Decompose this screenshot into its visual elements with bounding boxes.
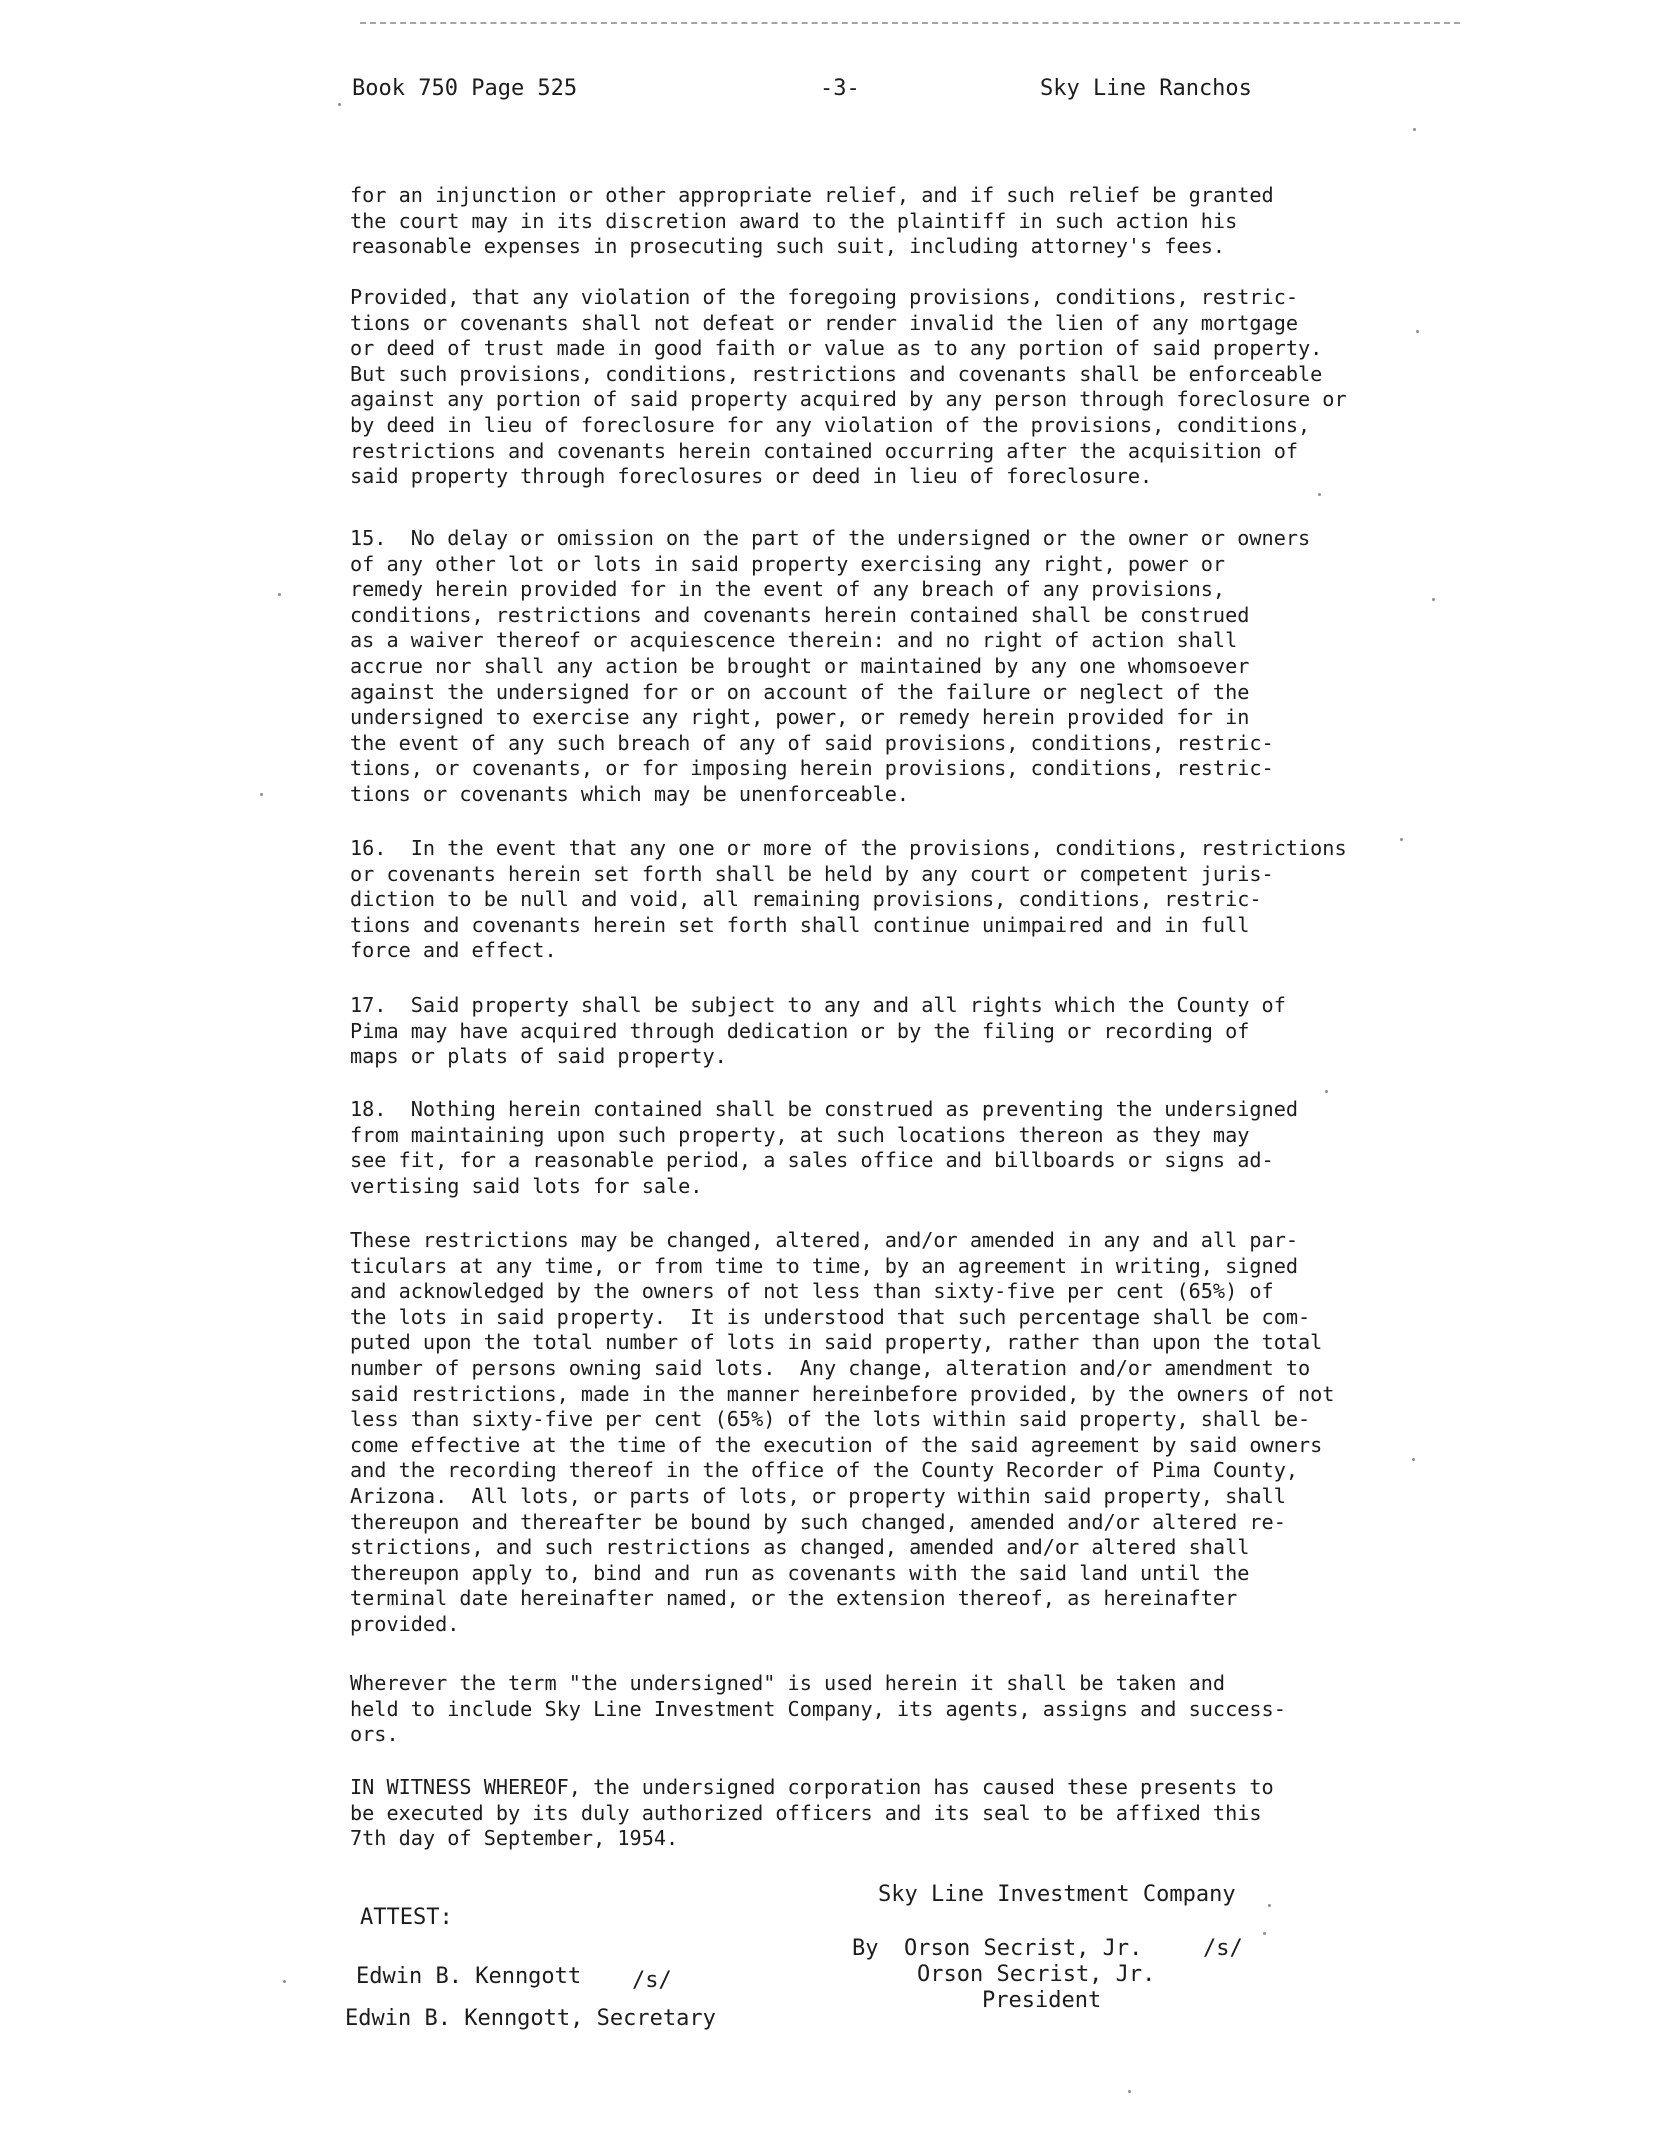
paragraph-injunction-relief: for an injunction or other appropriate relief, and if such relief be granted the court may in its discretion award to the plaintiff in such action his reasonable expenses in prosecuting such suit, including attorney's fees.	[350, 183, 1274, 259]
book-page-reference: Book 750 Page 525	[352, 76, 578, 101]
paragraph-mortgage-proviso: Provided, that any violation of the foregoing provisions, conditions, restric- tions or covenants shall not defeat or render invalid the lien of any mortgage or deed of trust made in good faith or value as to any portion of said property. But such provisions, conditions, restrictions and covenants shall be enforceable against any portion of said property acquired by any person through foreclosure or by deed in lieu of foreclosure for any violation of the provisions, conditions, restrictions and covenants herein contained occurring after the acquisition of said property through foreclosures or deed in lieu of foreclosure.	[350, 285, 1347, 489]
secretary-signature: Edwin B. Kenngott	[356, 1964, 582, 1989]
attest-label: ATTEST:	[360, 1905, 453, 1930]
scan-speck	[1318, 493, 1321, 496]
scan-speck	[1400, 838, 1403, 841]
scan-speck	[1128, 2090, 1131, 2093]
scan-speck	[1413, 128, 1416, 131]
president-signature-mark: /s/	[1203, 1936, 1243, 1961]
paragraph-in-witness-whereof: IN WITNESS WHEREOF, the undersigned corporation has caused these presents to be executed by its duly authorized officers and its seal to be affixed this 7th day of September, 1954.	[350, 1775, 1274, 1851]
scan-speck	[1412, 1458, 1415, 1461]
scan-speck	[1416, 330, 1419, 333]
scan-speck	[260, 793, 263, 796]
page-number: -3-	[820, 76, 860, 101]
scan-speck	[1325, 1090, 1328, 1093]
top-scan-rule	[360, 22, 1460, 24]
scan-speck	[1268, 1904, 1271, 1907]
scan-speck	[278, 593, 281, 596]
secretary-name-title: Edwin B. Kenngott, Secretary	[345, 2006, 716, 2031]
scan-speck	[283, 1980, 286, 1983]
company-name: Sky Line Investment Company	[878, 1882, 1236, 1907]
president-title: President	[982, 1988, 1102, 2013]
paragraph-definition-undersigned: Wherever the term "the undersigned" is used herein it shall be taken and held to include Sky Line Investment Company, its agents, assigns and success- ors.	[350, 1671, 1286, 1747]
paragraph-15-no-waiver: 15. No delay or omission on the part of the undersigned or the owner or owners of any other lot or lots in said property exercising any right, power or remedy herein provided for in the event of any breach of any provisions, conditions, restrictions and covenants herein contained shall be construed as a waiver thereof or acquiescence therein: and no right of action shall accrue nor shall any action be brought or maintained by any one whomsoever against the undersigned for or on account of the failure or neglect of the undersigned to exercise any right, power, or remedy herein provided for in the event of any such breach of any of said provisions, conditions, restric- tions, or covenants, or for imposing herein provisions, conditions, restric- tions or covenants which may be unenforceable.	[350, 526, 1311, 806]
scan-speck	[1432, 598, 1435, 601]
paragraph-18-sales-office: 18. Nothing herein contained shall be construed as preventing the undersigned from maintaining upon such property, at such locations thereon as they may see fit, for a reasonable period, a sales office and billboards or signs ad- vertising said lots for sale.	[350, 1097, 1299, 1198]
paragraph-amendment-of-restrictions: These restrictions may be changed, altered, and/or amended in any and all par- ticulars at any time, or from time to time, by an agreement in writing, signed and acknowledged by the owners of not less than sixty-five per cent (65%) of the lots in said property. It is understood that such percentage shall be com- puted upon the total number of lots in said property, rather than upon the total number of persons owning said lots. Any change, alteration and/or amendment to said restrictions, made in the manner hereinbefore provided, by the owners of not less than sixty-five per cent (65%) of the lots within said property, shall be- come effective at the time of the execution of the said agreement by said owners and the recording thereof in the office of the County Recorder of Pima County, Arizona. All lots, or parts of lots, or property within said property, shall thereupon and thereafter be bound by such changed, amended and/or altered re- strictions, and such restrictions as changed, amended and/or altered shall thereupon apply to, bind and run as covenants with the said land until the terminal date hereinafter named, or the extension thereof, as hereinafter provided.	[350, 1228, 1335, 1636]
scan-speck	[338, 103, 341, 106]
project-name: Sky Line Ranchos	[1040, 76, 1252, 101]
by-label: By	[852, 1936, 879, 1961]
scan-speck	[1263, 1932, 1266, 1935]
president-signature: Orson Secrist, Jr.	[904, 1936, 1143, 1961]
paragraph-17-county-rights: 17. Said property shall be subject to any and all rights which the County of Pima may have acquired through dedication or by the filing or recording of maps or plats of said property.	[350, 993, 1286, 1069]
secretary-signature-mark: /s/	[632, 1968, 672, 1993]
president-name: Orson Secrist, Jr.	[917, 1962, 1156, 1987]
paragraph-16-severability: 16. In the event that any one or more of the provisions, conditions, restrictions or covenants herein set forth shall be held by any court or competent juris- diction to be null and void, all remaining provisions, conditions, restric- tions and covenants herein set forth shall continue unimpaired and in full force and effect.	[350, 836, 1347, 963]
